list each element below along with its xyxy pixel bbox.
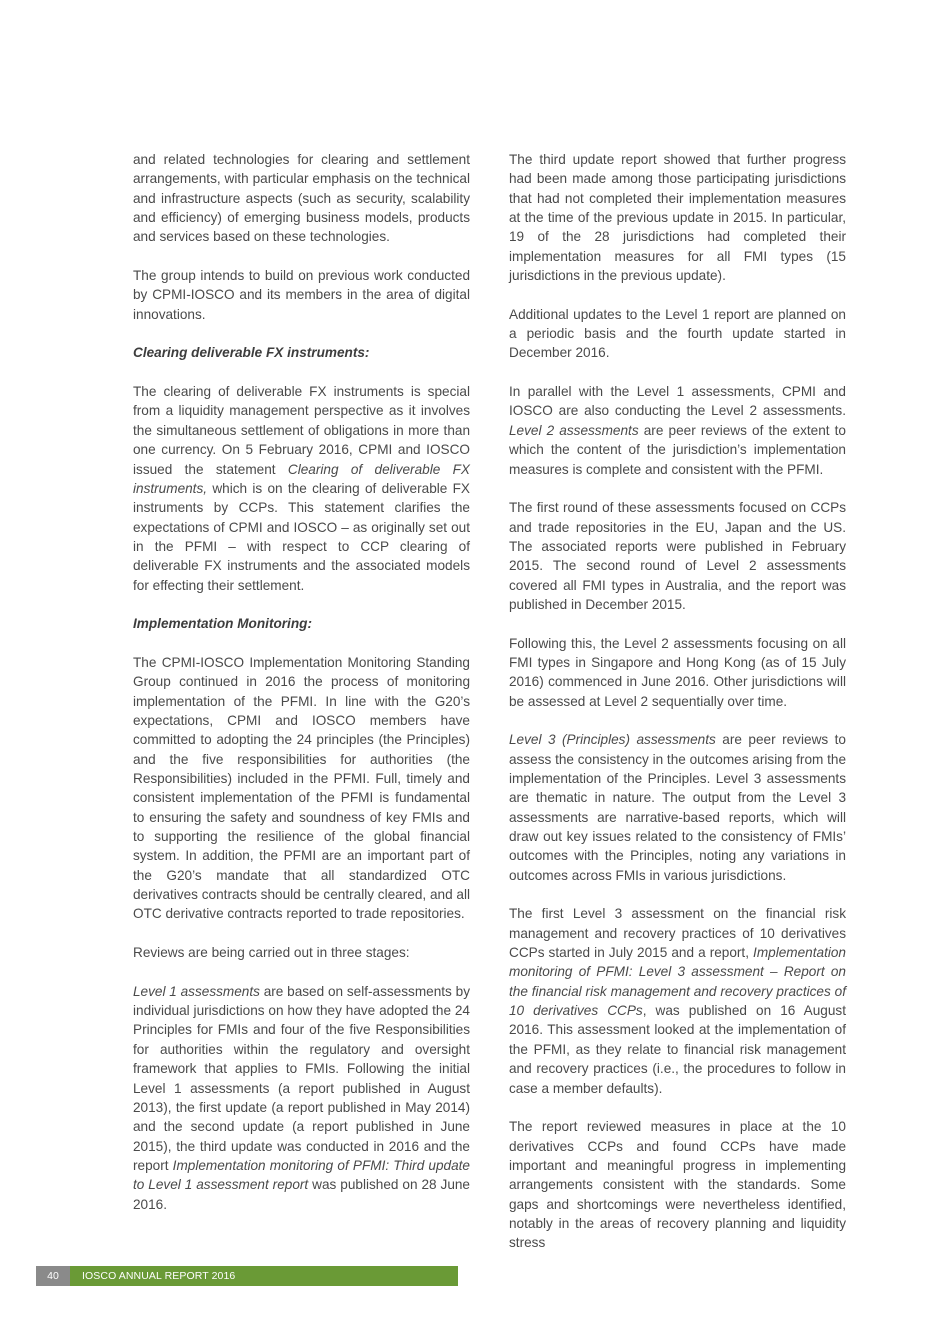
text: are peer reviews of the extent to which the content of the jurisdiction’s implementation measures is complete and consistent with the PFMI. (509, 422, 846, 477)
paragraph: The first round of these assessments focused on CCPs and trade repositories in the EU, Japan and the US. The associated reports were published in February 2015. The second round of Level 2 assessments covered all FMI types in Australia, and the report was published in December 2015. (509, 500, 846, 612)
right-column (509, 150, 846, 1253)
term: Level 3 (Principles) assessments (509, 732, 716, 748)
paragraph: The report reviewed measures in place at the 10 derivatives CCPs and found CCPs have made important and meaningful progress in implementing arrangements consistent with the standards. Some gaps and shortcomings were nevertheless identified, notably in the areas of recovery planning and liquidity stress (509, 1119, 846, 1251)
section-heading-fx: Clearing deliverable FX instruments: (133, 345, 370, 361)
text: The clearing of deliverable FX instruments is special from a liquidity management perspective as it involves the simultaneous settlement of obligations in more than one currency. On 5 February 2016, CPMI and IOSCO issued the statement (133, 384, 470, 477)
page-number: 40 (36, 1266, 70, 1286)
text: which is on the clearing of deliverable FX instruments by CCPs. This statement clarifies the expectations of CPMI and IOSCO – as originally set out in the PFMI – with respect to CCP clearing of deliverable FX instruments and the associated models for effecting their settlement. (133, 480, 470, 593)
paragraph (509, 382, 846, 479)
paragraph: Reviews are being carried out in three stages: (133, 945, 410, 961)
paragraph: The CPMI-IOSCO Implementation Monitoring Standing Group continued in 2016 the process of monitoring implementation of the PFMI. In line with the G20’s expectations, CPMI and IOSCO members have committed to adopting the 24 principles (the Principles) and the five responsibilities for authorities (the Responsibilities) included in the PFMI. Full, timely and consistent implementation of the PFMI is fundamental to ensuring the safety and soundness of key FMIs and to supporting the resilience of the global financial system. In addition, the PFMI are an important part of the G20’s mandate that all standardized OTC derivatives contracts should be centrally cleared, and all OTC derivative contracts reported to trade repositories. (133, 654, 471, 922)
report-title: Implementation monitoring of PFMI: Level 3 assessment – Report on the financial risk management and recovery practices of 10 derivatives CCPs (509, 945, 846, 1019)
paragraph: Additional updates to the Level 1 report are planned on a periodic basis and the fourth update started in December 2016. (509, 306, 846, 361)
paragraph: The group intends to build on previous work conducted by CPMI-IOSCO and its members in the area of digital innovations. (133, 268, 470, 322)
paragraph (133, 982, 470, 1214)
section-heading-implementation: Implementation Monitoring: (133, 616, 312, 632)
statement-title: Clearing of deliverable FX instruments, (133, 461, 470, 496)
paragraph (509, 904, 846, 1097)
paragraph: Following this, the Level 2 assessments focusing on all FMI types in Singapore and Hong Kong (as of 15 July 2016) commenced in June 2016. Other jurisdictions will be assessed at Level 2 sequentially over time. (509, 635, 846, 709)
text: are based on self-assessments by individual jurisdictions on how they have adopted the 24 Principles for FMIs and four of the five Responsibilities for authorities within the regulatory and oversight framework that applies to FMIs. Following the initial Level 1 assessments (a report published in August 2013), the first update (a report published in May 2014) and the second update (a report published in June 2015), the third update was conducted in 2016 and the report (133, 983, 470, 1173)
report-title: Implementation monitoring of PFMI: Third update to Level 1 assessment report (133, 1157, 470, 1193)
term: Level 1 assessments (133, 983, 260, 999)
text: , was published on 16 August 2016. This assessment looked at the implementation of the PFMI, as they relate to financial risk management and recovery practices (i.e., the procedures to follow in case a member defaults). (509, 1003, 846, 1096)
paragraph: The third update report showed that further progress had been made among those participating jurisdictions that had not completed their implementation measures at the time of the previous update in 2015. In particular, 19 of the 28 jurisdictions had completed their implementation measures for all FMI types (15 jurisdictions in the previous update). (509, 152, 846, 284)
text: are peer reviews to assess the consistency in the outcomes arising from the implementation of the Principles. Level 3 assessments are thematic in nature. The output from the Level 3 assessments are narrative-based reports, which will draw out key issues related to the consistency of FMIs’ outcomes with the Principles, noting any variations in outcomes across FMIs in various jurisdictions. (509, 732, 846, 883)
paragraph (133, 382, 470, 595)
footer-title: IOSCO ANNUAL REPORT 2016 (82, 1270, 236, 1282)
footer-bar (36, 1266, 458, 1286)
text: The first Level 3 assessment on the financial risk management and recovery practices of 10 derivatives CCPs started in July 2015 and a report, (509, 906, 846, 961)
paragraph (509, 730, 846, 885)
text: In parallel with the Level 1 assessments, CPMI and IOSCO are also conducting the Level 2 assessments. (509, 384, 846, 419)
text: was published on 28 June 2016. (133, 1177, 470, 1212)
left-column (133, 150, 470, 1233)
term: Level 2 assessments (509, 422, 639, 438)
paragraph: and related technologies for clearing and settlement arrangements, with particular emphasis on the technical and infrastructure aspects (such as security, scalability and efficiency) of emerging business models, products and services based on these technologies. (133, 152, 470, 245)
